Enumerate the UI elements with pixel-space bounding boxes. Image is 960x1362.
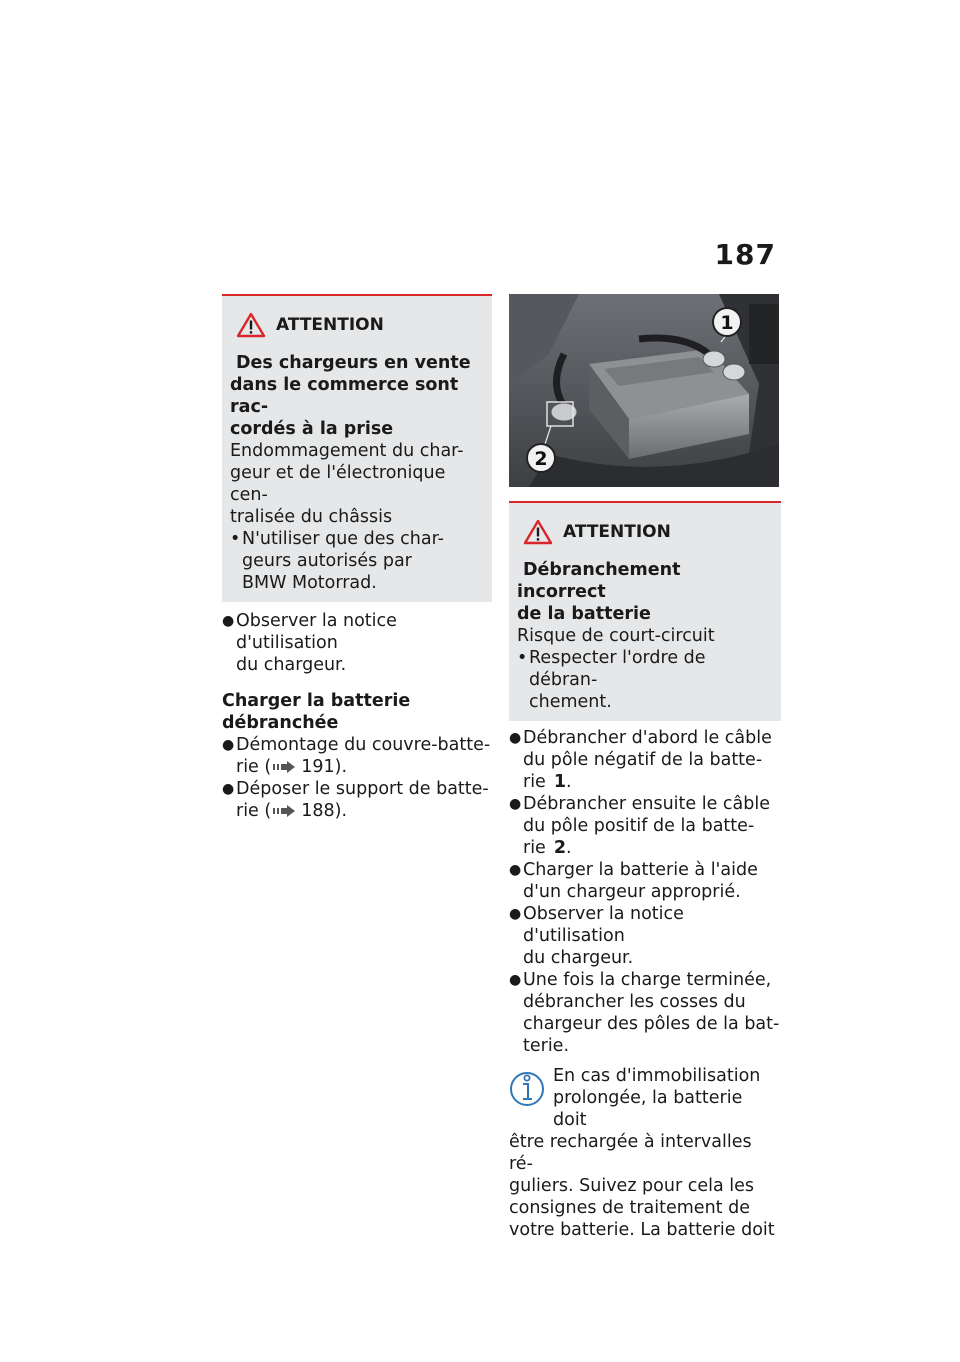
battery-photo xyxy=(509,294,779,487)
list-item: ● Déposer le support de batte- rie ( 188). xyxy=(222,779,489,821)
list-item: ● Débrancher ensuite le câble du pôle positif de la batte- rie 2. xyxy=(509,794,770,858)
warning-triangle-icon xyxy=(236,312,266,338)
warning-description: Risque de court-circuit xyxy=(517,626,715,646)
callout-1: 1 xyxy=(720,312,734,334)
left-column xyxy=(222,294,492,822)
warning-description: Endommagement du char- geur et de l'électronique cen- tralisée du châssis xyxy=(230,441,464,527)
page-reference-arrow-icon xyxy=(273,805,299,817)
warning-box-disconnect xyxy=(509,501,781,721)
list-item: ● Démontage du couvre-batte- rie ( 191). xyxy=(222,735,491,777)
warning-box-chargers xyxy=(222,294,492,602)
list-item: ● Une fois la charge terminée, débrancher les cosses du chargeur des pôles de la bat- terie. xyxy=(509,970,780,1056)
list-item: ● Charger la batterie à l'aide d'un chargeur approprié. xyxy=(509,860,758,902)
info-note: En cas d'immobilisation prolongée, la batterie doit être rechargée à intervalles ré- guliers. Suivez pour cela les consignes de traitement de votre batterie. La batterie doit xyxy=(509,1066,775,1240)
callout-2: 2 xyxy=(534,448,548,470)
list-item: ● Observer la notice d'utilisation du chargeur. xyxy=(222,611,397,675)
page-number: 187 xyxy=(714,238,776,271)
warning-bullet: • N'utiliser que des char- geurs autorisés par BMW Motorrad. xyxy=(230,529,444,593)
warning-label: ATTENTION xyxy=(276,315,384,335)
warning-title xyxy=(523,519,771,545)
right-column xyxy=(509,294,781,1241)
warning-triangle-icon xyxy=(523,519,553,545)
page-link[interactable]: 191 xyxy=(301,757,335,777)
warning-bullet: • Respecter l'ordre de débran- chement. xyxy=(517,648,706,712)
list-item: ● Débrancher d'abord le câble du pôle négatif de la batte- rie 1. xyxy=(509,728,772,792)
warning-heading: Des chargeurs en vente dans le commerce sont rac- cordés à la prise xyxy=(230,353,471,439)
page-reference-arrow-icon xyxy=(273,761,299,773)
page-link[interactable]: 188 xyxy=(301,801,335,821)
warning-heading: Débranchement incorrect de la batterie xyxy=(517,560,681,624)
list-item: ● Observer la notice d'utilisation du chargeur. xyxy=(509,904,684,968)
info-icon xyxy=(509,1069,545,1107)
section-title: Charger la batterie débranchée xyxy=(222,691,411,733)
warning-title xyxy=(236,312,482,338)
warning-label: ATTENTION xyxy=(563,522,671,542)
